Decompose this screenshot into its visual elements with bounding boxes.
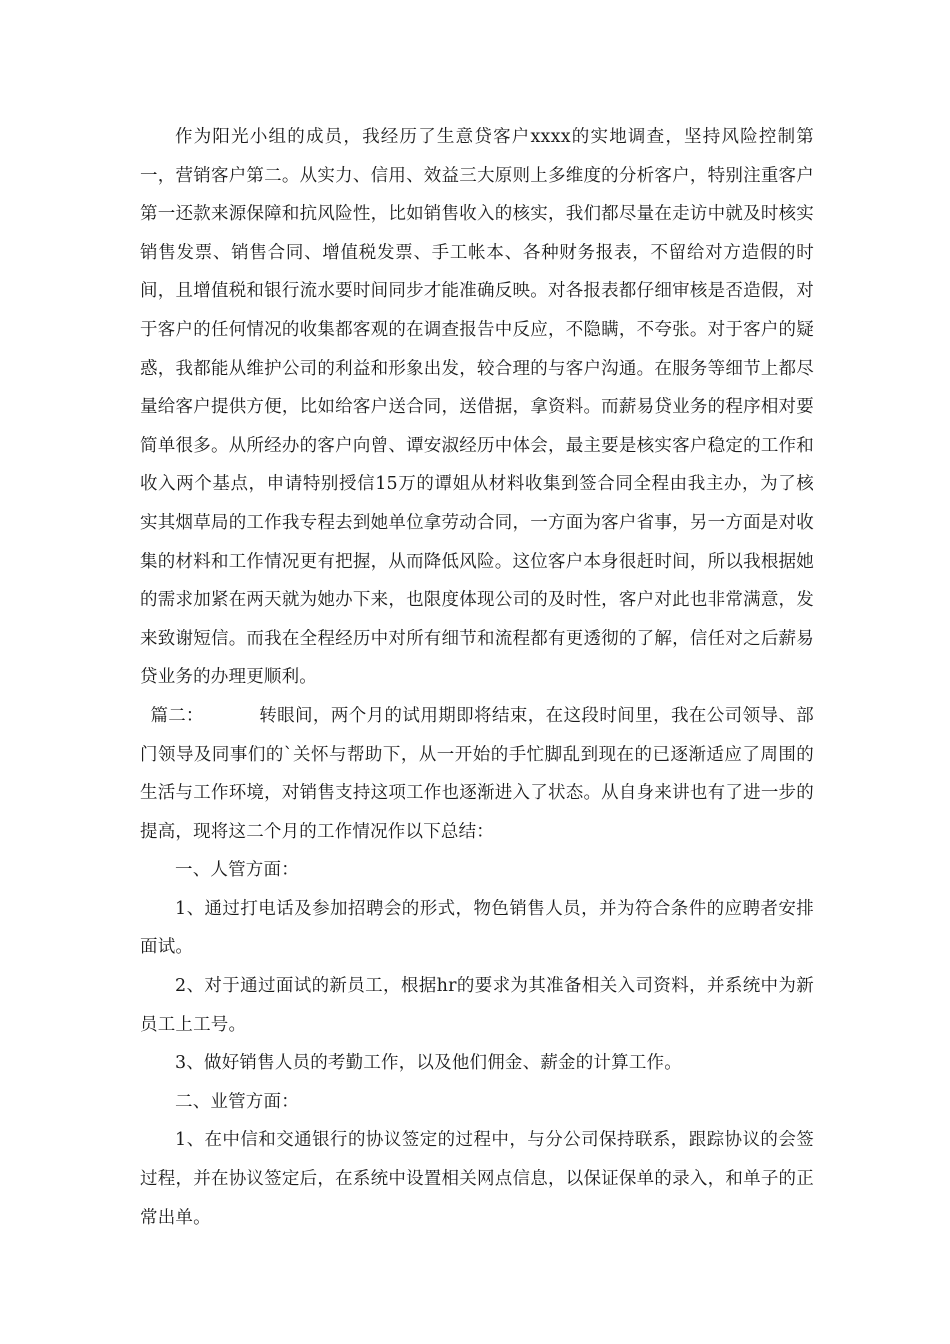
heading-business: 二、业管方面： [175, 1091, 299, 1112]
section-two-text: 转眼间，两个月的试用期即将结束，在这段时间里，我在公司领导、部门领导及同事们的`关怀与帮助下，从一开始的手忙脚乱到现在的已逐渐适应了周围的生活与工作环境，对销售支持这项工作也逐渐进入了状态。从自身来讲也有了进一步的提高，现将这二个月的工作情况作以下总结： [140, 705, 814, 842]
paragraph-sunshine-team: 作为阳光小组的成员，我经历了生意贷客户xxxx的实地调查，坚持风险控制第一，营销客户第二。从实力、信用、效益三大原则上多维度的分析客户，特别注重客户第一还款来源保障和抗风险性，比如销售收入的核实，我们都尽量在走访中就及时核实销售发票、销售合同、增值税发票、手工帐本、各种财务报表，不留给对方造假的时间，且增值税和银行流水要时间同步才能准确反映。对各报表都仔细审核是否造假，对于客户的任何情况的收集都客观的在调查报告中反应，不隐瞒，不夸张。对于客户的疑惑，我都能从维护公司的利益和形象出发，较合理的与客户沟通。在服务等细节上都尽量给客户提供方便，比如给客户送合同，送借据，拿资料。而薪易贷业务的程序相对要简单很多。从所经办的客户向曾、谭安淑经历中体会，最主要是核实客户稳定的工作和收入两个基点，申请特别授信15万的谭姐从材料收集到签合同全程由我主办，为了核实其烟草局的工作我专程去到她单位拿劳动合同，一方面为客户省事，另一方面是对收集的材料和工作情况更有把握，从而降低风险。这位客户本身很赶时间，所以我根据她的需求加紧在两天就为她办下来，也限度体现公司的及时性，客户对此也非常满意，发来致谢短信。而我在全程经历中对所有细节和流程都有更透彻的了解，信任对之后薪易贷业务的办理更顺利。 [140, 127, 814, 688]
heading-personnel: 一、人管方面： [175, 860, 299, 881]
paragraph-section-two [140, 697, 814, 851]
document-page [140, 118, 814, 1237]
section-two-label: 篇二： [150, 705, 204, 726]
list-item-personnel-3: 3、做好销售人员的考勤工作，以及他们佣金、薪金的计算工作。 [175, 1053, 682, 1074]
list-item-personnel-2: 2、对于通过面试的新员工，根据hr的要求为其准备相关入司资料，并系统中为新员工上工号。 [140, 976, 814, 1035]
list-item-personnel-1: 1、通过打电话及参加招聘会的形式，物色销售人员，并为符合条件的应聘者安排面试。 [140, 898, 814, 958]
list-item-business-1: 1、在中信和交通银行的协议签定的过程中，与分公司保持联系，跟踪协议的会签过程，并在协议签定后，在系统中设置相关网点信息，以保证保单的录入，和单子的正常出单。 [140, 1130, 814, 1228]
